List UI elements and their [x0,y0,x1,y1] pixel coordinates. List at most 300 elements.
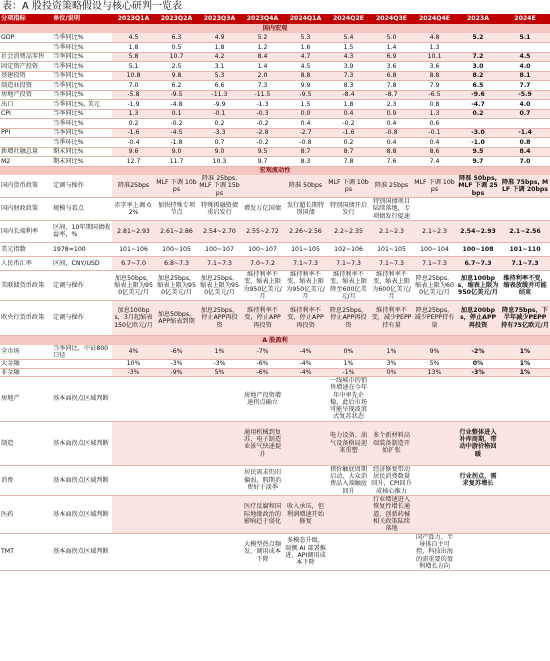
table-cell [241,175,284,197]
table-cell [413,376,456,421]
table-cell: 0.8 [413,100,456,110]
row-unit: 区间，10年期国债收益率，% [52,220,112,242]
table-cell [112,496,155,534]
table-row [0,52,550,62]
table-row [0,270,550,300]
table-cell [155,465,198,495]
table-cell: 1.8 [198,43,241,53]
table-cell: 居民需求仍旧偏弱，假期消费好于淡季 [241,465,284,495]
table-cell: 9.6 [112,147,155,157]
table-cell: 5.2 [456,33,500,43]
column-header: 2024Q4E [413,14,456,24]
column-header: 2023Q4A [241,14,284,24]
row-label: 美联储货币政策 [0,270,52,300]
row-unit: 当季同比% [52,52,112,62]
table-cell: 5.1 [500,33,550,43]
table-cell: -4% [284,368,327,376]
row-label: GDP [0,33,52,43]
table-cell: 8.3 [327,81,370,91]
table-cell: 降息25bps，停止APP再投资 [327,301,370,336]
row-unit: 1978=100 [52,242,112,256]
table-cell: 1.6 [284,43,327,53]
row-label [0,43,52,53]
table-cell: 0.5 [155,43,198,53]
table-cell: 一线城市的销售增速在今年年中率先企稳，此后市场可能呈现波浪式复苏状态 [327,376,370,421]
table-cell: -4.8 [155,100,198,110]
table-cell: 2.54~2.70 [198,220,241,242]
table-cell: 12.7 [112,157,155,167]
table-cell: 9.5 [456,147,500,157]
column-header: 2023Q1A [112,14,155,24]
table-cell [413,465,456,495]
row-unit: 当季环比% [52,43,112,53]
table-cell: -1.6 [112,128,155,138]
column-header: 2023Q2A [155,14,198,24]
column-header: 分项指标 [0,14,52,24]
row-label: TMT [0,533,52,571]
table-cell: -0.2 [327,119,370,129]
table-cell: 维持利率不变，减少PEPP持有量 [370,301,413,336]
table-cell: 3.9 [327,62,370,72]
table-row [0,368,550,376]
table-cell: 4.5 [284,62,327,72]
table-cell [413,197,456,220]
table-cell: 100~107 [198,242,241,256]
table-cell: 7.1~7.3 [413,256,456,270]
table-cell [284,465,327,495]
table-row [0,81,550,91]
table-cell: 4.7 [284,52,327,62]
table-cell: 0.0 [284,109,327,119]
table-row [0,90,550,100]
table-cell: 3.1 [198,62,241,72]
table-cell: 2.1~2.3 [370,220,413,242]
table-row [0,62,550,72]
table-cell: 8.1 [500,71,550,81]
table-row [0,496,550,534]
table-cell: 7.1~7.3 [500,256,550,270]
row-label: 基建投资 [0,71,52,81]
table-cell: -3% [198,360,241,368]
table-cell [456,376,500,421]
column-header: 2023Q3A [198,14,241,24]
table-cell: -0.1 [198,109,241,119]
table-cell: 0.4 [370,119,413,129]
table-cell: 维持利率不变，缩表上限为600亿美元/月 [370,270,413,300]
row-label: 制造业投资 [0,81,52,91]
table-cell: 0.8 [500,138,550,148]
table-cell: 0.4 [413,138,456,148]
column-header: 2024Q3E [370,14,413,24]
row-label: PPI [0,128,52,138]
table-cell: -7% [241,345,284,360]
row-label: 国内财政政策 [0,197,52,220]
table-cell: 7.7 [500,81,550,91]
table-cell [500,421,550,465]
section-title: 宏观流动性 [0,166,550,175]
table-cell: 9.0 [155,147,198,157]
table-cell: 8.6 [413,147,456,157]
table-cell: 0% [327,345,370,360]
row-unit: 当季同比% [52,109,112,119]
table-cell: 9.8 [155,71,198,81]
row-unit: 定调与操作 [52,175,112,197]
table-cell: 2.2~2.35 [327,220,370,242]
table-cell [456,533,500,571]
table-cell: 7.1~7.3 [370,256,413,270]
row-unit: 基本面拐点区域判断 [52,376,112,421]
table-cell: -0.4 [112,138,155,148]
table-cell: 101~105 [284,242,327,256]
table-cell: 7.1~7.3 [198,256,241,270]
table-cell: -1.6 [327,128,370,138]
table-row [0,43,550,53]
table-row [0,465,550,495]
table-cell: 特别国债开启发行 [327,197,370,220]
table-cell: 101~110 [500,242,550,256]
row-label: 美元指数 [0,242,52,256]
table-cell: 降息25bps，减少PEPP持有量 [413,301,456,336]
table-cell: 0.4 [284,119,327,129]
table-cell: 发行超长期特别国债 [284,197,327,220]
table-cell: 6.3 [155,33,198,43]
table-row [0,360,550,368]
table-cell: 2.61~2.86 [155,220,198,242]
table-row [0,100,550,110]
table-cell: 7.0 [112,81,155,91]
table-row [0,256,550,270]
table-cell: 1.5 [284,100,327,110]
table-cell: 1.3 [413,43,456,53]
table-cell: -2.8 [241,128,284,138]
table-cell: 特别国债项目陆续落地，专项债发行提速 [370,197,413,220]
table-cell: 特殊再融资债重启发行 [198,197,241,220]
table-cell: 加息100bps，3月起缩表150亿欧元/月 [112,301,155,336]
table-row [0,71,550,81]
table-cell [413,496,456,534]
table-cell: 6.8 [370,71,413,81]
table-cell: -3% [112,368,155,376]
strategy-table [0,14,550,571]
table-row [0,345,550,360]
section-header [0,24,550,33]
table-cell [500,197,550,220]
table-cell: 降准 75bps, MLF 下调 20bps [500,175,550,197]
row-label [0,138,52,148]
table-cell [413,421,456,465]
table-cell: 1.3 [112,109,155,119]
table-cell: 9.7 [456,157,500,167]
table-cell: 5.4 [327,33,370,43]
row-label: 人民币汇率 [0,256,52,270]
table-cell: 加息100bps，缩表上限为950亿美元/月 [456,270,500,300]
page-title: 表：A 股投资策略假设与核心研判一览表 [2,1,183,12]
table-cell: 6.7~7.0 [112,256,155,270]
table-cell: 7.3 [327,71,370,81]
table-cell: 多模态升级，端侧 AI 部署推进，API调用成本下降 [284,533,327,571]
row-unit: 当季同比%, 美元 [52,100,112,110]
table-cell: -1.9 [112,100,155,110]
table-cell: -6% [241,368,284,376]
table-cell: -9.9 [198,100,241,110]
table-cell: 8.4 [241,52,284,62]
table-cell: -5.9 [500,90,550,100]
table-cell [155,533,198,571]
table-cell: 9.5 [241,147,284,157]
table-cell [500,43,550,53]
table-cell: 5.3 [284,33,327,43]
table-cell: 7.8 [327,157,370,167]
table-cell: -3% [155,360,198,368]
table-cell: 0.2 [327,138,370,148]
table-row [0,197,550,220]
table-cell: 10% [112,360,155,368]
table-cell: 收入承压，但利润增速开始修复 [284,496,327,534]
table-cell: 降准 50bps [284,175,327,197]
table-cell: -11.5 [241,90,284,100]
table-cell: 1% [500,368,550,376]
table-cell [112,421,155,465]
table-cell: 2.1~2.56 [500,220,550,242]
table-cell: -3.0 [456,128,500,138]
table-cell: 100~105 [155,242,198,256]
table-cell: 降息25bps，缩表上限为600亿美元/月 [413,270,456,300]
table-cell: 10.3 [198,157,241,167]
row-label: 全市场 [0,345,52,360]
table-cell: 1.4 [241,62,284,72]
header-row [0,14,550,24]
table-cell: -1% [327,368,370,376]
table-cell: 0% [456,360,500,368]
row-unit: 基本面拐点区域判断 [52,465,112,495]
table-cell: 1% [500,360,550,368]
table-cell: 8.3 [284,157,327,167]
table-cell: -11.3 [198,90,241,100]
table-cell [500,465,550,495]
row-unit: 当季环比% [52,138,112,148]
table-row [0,533,550,571]
table-cell: 8.8 [413,71,456,81]
column-header: 单位/说明 [52,14,112,24]
table-cell: 加息200bps，停止APP再投资 [456,301,500,336]
table-cell [198,376,241,421]
table-cell: -0.2 [241,119,284,129]
table-cell: -6% [155,345,198,360]
table-cell [500,533,550,571]
table-cell: 1% [327,360,370,368]
table-cell: 4.5 [112,33,155,43]
column-header: 2024Q2E [327,14,370,24]
table-cell: 5% [413,360,456,368]
table-cell: 2.55~2.72 [241,220,284,242]
table-cell: -0.8 [370,128,413,138]
row-unit: 期末同比% [52,147,112,157]
table-cell: 3% [370,360,413,368]
table-cell: 10.8 [112,71,155,81]
table-cell: 2.81~2.93 [112,220,155,242]
row-unit: 当季环比% [52,119,112,129]
table-cell: 4.5 [500,52,550,62]
table-cell: 1.8 [112,43,155,53]
table-row [0,421,550,465]
row-label: 新增社融总量 [0,147,52,157]
table-cell: 9.7 [241,157,284,167]
table-row [0,242,550,256]
row-label: CPI [0,109,52,119]
table-cell: 2.1~2.3 [413,220,456,242]
table-cell: 1.5 [327,43,370,53]
table-cell: 8.8 [284,71,327,81]
table-cell [500,119,550,129]
table-cell: 4.0 [500,100,550,110]
table-cell: 赤字率上调 0.2% [112,197,155,220]
table-cell: 1% [370,345,413,360]
table-cell: -4% [284,345,327,360]
table-cell: -0.3 [241,109,284,119]
table-cell [155,421,198,465]
table-cell: 降准 25bps, MLF 下调 15bps [199,175,240,197]
table-cell: 6.6 [198,81,241,91]
table-cell: -1.8 [155,138,198,148]
table-cell: 2.5 [155,62,198,72]
table-cell: MLF 下调 10bps [327,175,370,197]
table-cell: 大模型热点频发，调用成本下降 [241,533,284,571]
row-unit: 规模与看点 [52,197,112,220]
table-cell: 维持利率不变，停止APP再投资 [284,301,327,336]
table-cell: -0.2 [241,138,284,148]
table-cell: 9.9 [284,81,327,91]
table-cell [198,533,241,571]
table-cell: 经济修复带动居民消费数量回升，CPI回升成核心推力 [371,465,412,495]
table-row [0,138,550,148]
table-cell [155,376,198,421]
row-label: 固定资产投资 [0,62,52,72]
row-label: 国内长端利率 [0,220,52,242]
table-cell: 4.2 [198,52,241,62]
table-cell: 增发万亿国债 [241,197,284,220]
table-cell: 4.8 [413,33,456,43]
row-unit: 当季同比% [52,33,112,43]
section-header [0,166,550,175]
table-cell: 8.2 [456,71,500,81]
table-cell [370,376,413,421]
table-cell: -3.3 [198,128,241,138]
table-cell: 7.0~7.2 [241,256,284,270]
table-cell: 降准 25bps [370,175,413,197]
table-row [0,220,550,242]
table-cell [198,421,241,465]
table-cell: 加息25bps，缩表上限为950亿美元/月 [198,270,241,300]
row-unit: 当季同比% [52,90,112,100]
column-header: 2024E [500,14,550,24]
table-cell: 5.8 [112,52,155,62]
table-cell: 4.9 [198,33,241,43]
table-cell: -0.2 [155,119,198,129]
table-cell [112,376,155,421]
table-cell [370,533,413,571]
table-cell: 7.1~7.3 [327,256,370,270]
table-cell: 11.7 [155,157,198,167]
row-label: M2 [0,157,52,167]
table-cell [327,496,370,534]
table-cell [198,496,241,534]
table-cell: 维持利率不变，停止APP再投资 [241,301,284,336]
table-cell: 2.54~2.93 [456,220,500,242]
row-unit: 当季同比% [52,81,112,91]
column-header: 2024Q1A [284,14,327,24]
table-cell: 2.0 [241,71,284,81]
table-cell: -9.6 [456,90,500,100]
row-label: 大金融 [0,360,52,368]
table-cell: -6.5 [413,90,456,100]
table-cell: 8.7 [284,147,327,157]
table-cell: -3% [456,368,500,376]
section-title: 国内宏观 [0,24,550,33]
table-cell: MLF 下调 10bps [413,175,456,197]
row-label: 社会消费品零售 [0,52,52,62]
table-cell: 7.2 [456,52,500,62]
row-unit: 定调与操作 [52,270,112,300]
table-cell: -6% [241,360,284,368]
row-unit: 当季同比% [52,128,112,138]
table-cell: 电力设备、油气设备格局迎来重塑 [327,421,370,465]
table-row [0,301,550,336]
table-cell [456,43,500,53]
table-cell: 7.0 [500,157,550,167]
table-cell: 7.3 [241,81,284,91]
table-cell: 3.6 [413,62,456,72]
table-cell: 101~105 [370,242,413,256]
table-cell: -2.7 [284,128,327,138]
row-label [0,119,52,129]
table-cell: 4.3 [327,52,370,62]
table-cell: 10.1 [413,52,456,62]
table-cell: 0.7 [500,109,550,119]
row-unit: 基本面拐点区域判断 [52,421,112,465]
table-cell: 8.8 [370,147,413,157]
table-cell: 100~104 [413,242,456,256]
table-cell: 4% [112,345,155,360]
table-cell: 降息75bps，下半年减少PEPP持有75亿欧元/月 [500,301,550,336]
row-unit: 区间，CNY/USD [52,256,112,270]
table-cell: 0.2 [112,119,155,129]
table-cell: -4.7 [456,100,500,110]
table-cell: 10.7 [155,52,198,62]
table-cell: 8.4 [500,147,550,157]
table-cell: 7.8 [370,81,413,91]
table-cell: 维持利率不变，缩表上限为950亿美元/月 [284,270,327,300]
row-unit: 期末同比% [52,157,112,167]
table-cell: 0.9 [370,109,413,119]
table-cell: 5% [198,368,241,376]
table-cell: 医疗反腐和国际地缘政治的影响趋于弱化 [241,496,284,534]
table-row [0,157,550,167]
table-cell: 降准 50bps, MLF 下调 25bps [456,175,500,197]
table-cell [500,496,550,534]
table-cell: 行业增速进入恢复性增长通道，创新药械相关政策陆续落地 [370,496,413,534]
table-row [0,128,550,138]
table-row [0,119,550,129]
table-cell: 6.7~7.3 [456,256,500,270]
table-cell: 100~108 [456,242,500,256]
table-cell: 7.1~7.3 [284,256,327,270]
table-cell: 国产算力、半导体自主可控，科技出海的需重要的盈利增长方向 [413,533,456,571]
table-cell: -1.4 [500,128,550,138]
table-cell: 102~106 [327,242,370,256]
table-cell: 通用机械到复苏，电子制造业景气快速提升 [241,421,284,465]
table-cell: 房地产投资增速拐点确立 [241,376,284,421]
table-cell: 多个新材料高端装备制造开始扩张 [370,421,413,465]
